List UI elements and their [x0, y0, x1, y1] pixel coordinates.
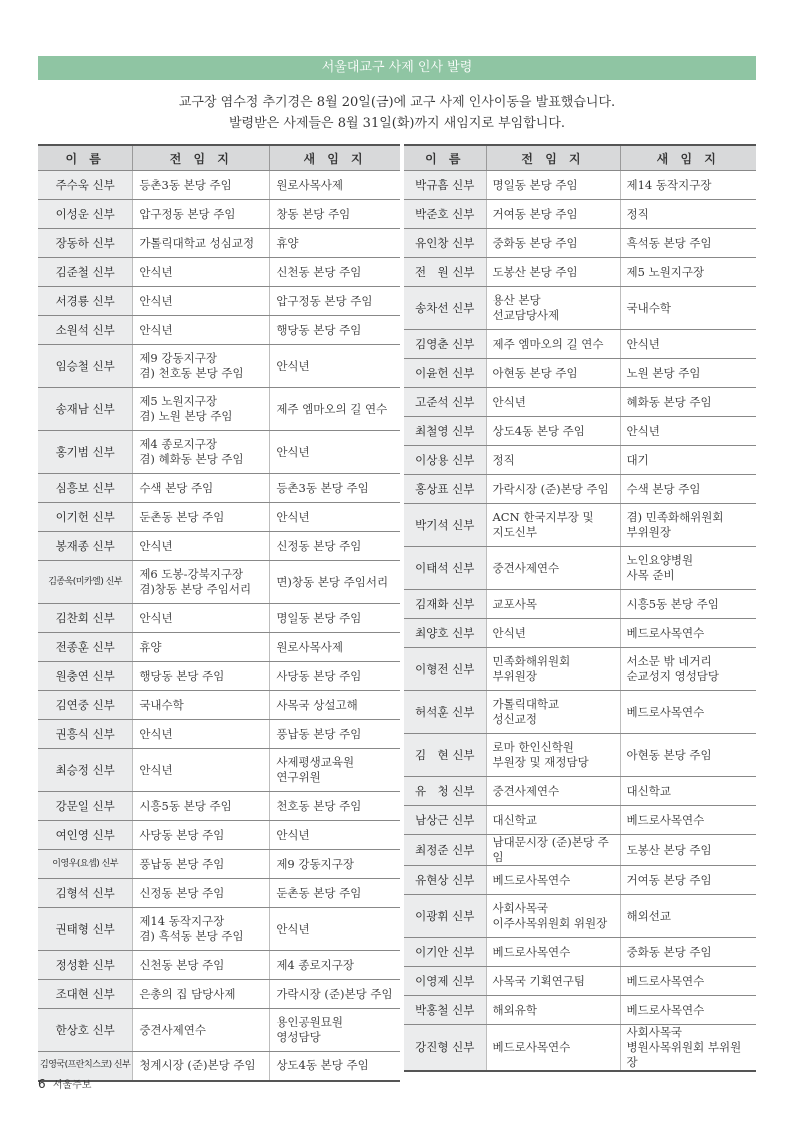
- new-post: 사당동 본당 주임: [270, 662, 400, 691]
- new-post: 서소문 밖 네거리 순교성지 영성담당: [620, 648, 756, 691]
- priest-name: 김찬회 신부: [38, 604, 133, 633]
- new-post: 거여동 본당 주임: [620, 866, 756, 895]
- table-row: [38, 229, 400, 258]
- new-post: 베드로사목연수: [620, 996, 756, 1025]
- intro-line-1: 교구장 염수정 추기경은 8월 20일(금)에 교구 사제 인사이동을 발표했습니다.: [178, 95, 616, 110]
- previous-post: 대신학교: [486, 806, 620, 835]
- table-row: [404, 777, 756, 806]
- new-post: 겸) 민족화해위원회 부위원장: [620, 504, 756, 547]
- previous-post: 압구정동 본당 주임: [133, 200, 270, 229]
- new-post: 상도4동 본당 주임: [270, 1052, 400, 1081]
- table-row: [38, 171, 400, 200]
- new-post: 압구정동 본당 주임: [270, 287, 400, 316]
- table-row: [38, 200, 400, 229]
- new-post: 수색 본당 주임: [620, 475, 756, 504]
- new-post: 신정동 본당 주임: [270, 532, 400, 561]
- priest-name: 송차선 신부: [404, 287, 486, 330]
- previous-post: 중견사제연수: [486, 547, 620, 590]
- table-row: [38, 980, 400, 1009]
- previous-post: 상도4동 본당 주임: [486, 417, 620, 446]
- table-row: [404, 806, 756, 835]
- previous-post: 신정동 본당 주임: [133, 879, 270, 908]
- previous-post: 안식년: [133, 720, 270, 749]
- table-row: [404, 330, 756, 359]
- intro-text: [0, 92, 794, 134]
- priest-name: 이기헌 신부: [38, 503, 133, 532]
- header-from: 전 임 지: [486, 145, 620, 171]
- header-name: 이 름: [38, 145, 133, 171]
- priest-name: 박홍철 신부: [404, 996, 486, 1025]
- new-post: 제14 동작지구장: [620, 171, 756, 200]
- header-to: 새 임 지: [270, 145, 400, 171]
- previous-post: 제14 동작지구장 겸) 흑석동 본당 주임: [133, 908, 270, 951]
- previous-post: 사목국 기획연구팀: [486, 967, 620, 996]
- new-post: 행당동 본당 주임: [270, 316, 400, 345]
- priest-name: 이태석 신부: [404, 547, 486, 590]
- previous-post: 제5 노원지구장 겸) 노원 본당 주임: [133, 388, 270, 431]
- priest-name: 권태형 신부: [38, 908, 133, 951]
- table-row: [404, 619, 756, 648]
- table-row: [38, 633, 400, 662]
- previous-post: 중화동 본당 주임: [486, 229, 620, 258]
- previous-post: 제4 종로지구장 겸) 혜화동 본당 주임: [133, 431, 270, 474]
- new-post: 혜화동 본당 주임: [620, 388, 756, 417]
- previous-post: 거여동 본당 주임: [486, 200, 620, 229]
- priest-name: 남상근 신부: [404, 806, 486, 835]
- table-row: [404, 996, 756, 1025]
- priest-name: 이영우(요셉) 신부: [38, 850, 133, 879]
- priest-name: 임승철 신부: [38, 345, 133, 388]
- previous-post: 시흥5동 본당 주임: [133, 792, 270, 821]
- previous-post: 휴양: [133, 633, 270, 662]
- priest-name: 권흥식 신부: [38, 720, 133, 749]
- new-post: 안식년: [270, 431, 400, 474]
- table-row: [404, 895, 756, 938]
- previous-post: 안식년: [133, 532, 270, 561]
- previous-post: 풍납동 본당 주임: [133, 850, 270, 879]
- appointments-table-right: [404, 144, 756, 1072]
- table-row: [38, 662, 400, 691]
- table-row: [404, 171, 756, 200]
- priest-name: 유인창 신부: [404, 229, 486, 258]
- previous-post: 용산 본당 선교담당사제: [486, 287, 620, 330]
- previous-post: 가톨릭대학교 성심교정: [133, 229, 270, 258]
- new-post: 안식년: [620, 330, 756, 359]
- publication-name: 서울주보: [52, 1080, 92, 1091]
- previous-post: 아현동 본당 주임: [486, 359, 620, 388]
- priest-name: 이상용 신부: [404, 446, 486, 475]
- header-to: 새 임 지: [620, 145, 756, 171]
- new-post: 천호동 본당 주임: [270, 792, 400, 821]
- previous-post: 가락시장 (준)본당 주임: [486, 475, 620, 504]
- priest-name: 김 현 신부: [404, 734, 486, 777]
- table-row: [404, 200, 756, 229]
- previous-post: 가톨릭대학교 성신교정: [486, 691, 620, 734]
- previous-post: 안식년: [486, 388, 620, 417]
- table-row: [38, 287, 400, 316]
- section-banner: 서울대교구 사제 인사 발령: [38, 56, 756, 80]
- page-number: 6: [38, 1077, 46, 1091]
- new-post: 둔촌동 본당 주임: [270, 879, 400, 908]
- priest-name: 이기안 신부: [404, 938, 486, 967]
- previous-post: 남대문시장 (준)본당 주임: [486, 835, 620, 866]
- table-row: [404, 417, 756, 446]
- new-post: 대신학교: [620, 777, 756, 806]
- priest-name: 홍기범 신부: [38, 431, 133, 474]
- priest-name: 이형전 신부: [404, 648, 486, 691]
- previous-post: 베드로사목연수: [486, 866, 620, 895]
- previous-post: 안식년: [133, 604, 270, 633]
- previous-post: 베드로사목연수: [486, 1025, 620, 1072]
- table-row: [38, 1009, 400, 1052]
- new-post: 안식년: [270, 821, 400, 850]
- new-post: 노원 본당 주임: [620, 359, 756, 388]
- new-post: 제주 엠마오의 길 연수: [270, 388, 400, 431]
- table-row: [404, 691, 756, 734]
- new-post: 신천동 본당 주임: [270, 258, 400, 287]
- new-post: 흑석동 본당 주임: [620, 229, 756, 258]
- previous-post: 명일동 본당 주임: [486, 171, 620, 200]
- table-row: [38, 474, 400, 503]
- previous-post: 등촌3동 본당 주임: [133, 171, 270, 200]
- previous-post: 은총의 집 담당사제: [133, 980, 270, 1009]
- new-post: 베드로사목연수: [620, 691, 756, 734]
- priest-name: 허석훈 신부: [404, 691, 486, 734]
- header-from: 전 임 지: [133, 145, 270, 171]
- priest-name: 강진형 신부: [404, 1025, 486, 1072]
- priest-name: 최양호 신부: [404, 619, 486, 648]
- table-body-right: [404, 171, 756, 1072]
- priest-name: 한상호 신부: [38, 1009, 133, 1052]
- priest-name: 최철영 신부: [404, 417, 486, 446]
- table-row: [38, 561, 400, 604]
- new-post: 사회사목국 병원사목위원회 부위원장: [620, 1025, 756, 1072]
- table-row: [404, 590, 756, 619]
- new-post: 정직: [620, 200, 756, 229]
- appointments-table-left: [38, 144, 400, 1082]
- table-row: [38, 503, 400, 532]
- previous-post: 안식년: [133, 287, 270, 316]
- priest-name: 고준석 신부: [404, 388, 486, 417]
- priest-name: 김준철 신부: [38, 258, 133, 287]
- page-footer: [38, 1076, 91, 1091]
- table-row: [404, 1025, 756, 1072]
- new-post: 베드로사목연수: [620, 806, 756, 835]
- new-post: 용인공원묘원 영성담당: [270, 1009, 400, 1052]
- previous-post: 국내수학: [133, 691, 270, 720]
- previous-post: 안식년: [486, 619, 620, 648]
- table-row: [38, 532, 400, 561]
- table-row: [404, 504, 756, 547]
- previous-post: 제주 엠마오의 길 연수: [486, 330, 620, 359]
- priest-name: 강문일 신부: [38, 792, 133, 821]
- priest-name: 김재화 신부: [404, 590, 486, 619]
- new-post: 안식년: [270, 908, 400, 951]
- new-post: 시흥5동 본당 주임: [620, 590, 756, 619]
- priest-name: 원충연 신부: [38, 662, 133, 691]
- priest-name: 조대현 신부: [38, 980, 133, 1009]
- priest-name: 김영국(프란치스코) 신부: [38, 1052, 133, 1081]
- previous-post: 제6 도봉-강북지구장 겸)창동 본당 주임서리: [133, 561, 270, 604]
- new-post: 제5 노원지구장: [620, 258, 756, 287]
- previous-post: 행당동 본당 주임: [133, 662, 270, 691]
- priest-name: 김형석 신부: [38, 879, 133, 908]
- priest-name: 김영춘 신부: [404, 330, 486, 359]
- table-row: [38, 1052, 400, 1081]
- new-post: 휴양: [270, 229, 400, 258]
- priest-name: 정성환 신부: [38, 951, 133, 980]
- new-post: 면)창동 본당 주임서리: [270, 561, 400, 604]
- table-row: [38, 258, 400, 287]
- new-post: 안식년: [620, 417, 756, 446]
- new-post: 해외선교: [620, 895, 756, 938]
- previous-post: 청계시장 (준)본당 주임: [133, 1052, 270, 1081]
- new-post: 안식년: [270, 345, 400, 388]
- table-row: [38, 388, 400, 431]
- priest-name: 서경룡 신부: [38, 287, 133, 316]
- previous-post: 중견사제연수: [133, 1009, 270, 1052]
- priest-name: 박규흠 신부: [404, 171, 486, 200]
- priest-name: 유현상 신부: [404, 866, 486, 895]
- new-post: 사목국 상설고해: [270, 691, 400, 720]
- priest-name: 김종욱(미카엘) 신부: [38, 561, 133, 604]
- table-row: [38, 908, 400, 951]
- table-row: [38, 792, 400, 821]
- table-row: [404, 388, 756, 417]
- table-row: [404, 287, 756, 330]
- previous-post: 안식년: [133, 749, 270, 792]
- table-row: [404, 359, 756, 388]
- priest-name: 봉재종 신부: [38, 532, 133, 561]
- table-row: [404, 835, 756, 866]
- table-row: [38, 749, 400, 792]
- previous-post: 해외유학: [486, 996, 620, 1025]
- new-post: 안식년: [270, 503, 400, 532]
- priest-name: 박기석 신부: [404, 504, 486, 547]
- table-header-row: [38, 145, 400, 171]
- previous-post: 안식년: [133, 258, 270, 287]
- previous-post: 베드로사목연수: [486, 938, 620, 967]
- previous-post: 정직: [486, 446, 620, 475]
- priest-name: 여인영 신부: [38, 821, 133, 850]
- priest-name: 박준호 신부: [404, 200, 486, 229]
- table-row: [404, 938, 756, 967]
- new-post: 원로사목사제: [270, 171, 400, 200]
- priest-name: 김연중 신부: [38, 691, 133, 720]
- previous-post: 신천동 본당 주임: [133, 951, 270, 980]
- intro-line-2: 발령받은 사제들은 8월 31일(화)까지 새임지로 부임합니다.: [228, 116, 566, 131]
- new-post: 창동 본당 주임: [270, 200, 400, 229]
- priest-name: 장동하 신부: [38, 229, 133, 258]
- priest-name: 이성운 신부: [38, 200, 133, 229]
- previous-post: 제9 강동지구장 겸) 천호동 본당 주임: [133, 345, 270, 388]
- table-row: [38, 431, 400, 474]
- priest-name: 유 청 신부: [404, 777, 486, 806]
- table-row: [38, 821, 400, 850]
- previous-post: 둔촌동 본당 주임: [133, 503, 270, 532]
- new-post: 베드로사목연수: [620, 967, 756, 996]
- table-row: [38, 691, 400, 720]
- previous-post: 사회사목국 이주사목위원회 위원장: [486, 895, 620, 938]
- priest-name: 최정준 신부: [404, 835, 486, 866]
- new-post: 명일동 본당 주임: [270, 604, 400, 633]
- priest-name: 주수욱 신부: [38, 171, 133, 200]
- table-row: [404, 547, 756, 590]
- new-post: 원로사목사제: [270, 633, 400, 662]
- new-post: 제4 종로지구장: [270, 951, 400, 980]
- table-row: [38, 850, 400, 879]
- table-row: [38, 316, 400, 345]
- new-post: 노인요양병원 사목 준비: [620, 547, 756, 590]
- table-row: [404, 258, 756, 287]
- table-row: [38, 879, 400, 908]
- new-post: 도봉산 본당 주임: [620, 835, 756, 866]
- priest-name: 이영제 신부: [404, 967, 486, 996]
- table-row: [404, 229, 756, 258]
- new-post: 사제평생교육원 연구위원: [270, 749, 400, 792]
- table-header-row: [404, 145, 756, 171]
- priest-name: 전종훈 신부: [38, 633, 133, 662]
- priest-name: 송재남 신부: [38, 388, 133, 431]
- previous-post: 안식년: [133, 316, 270, 345]
- new-post: 베드로사목연수: [620, 619, 756, 648]
- new-post: 가락시장 (준)본당 주임: [270, 980, 400, 1009]
- new-post: 국내수학: [620, 287, 756, 330]
- table-row: [404, 648, 756, 691]
- table-row: [38, 604, 400, 633]
- new-post: 대기: [620, 446, 756, 475]
- new-post: 아현동 본당 주임: [620, 734, 756, 777]
- priest-name: 이윤헌 신부: [404, 359, 486, 388]
- priest-name: 최승정 신부: [38, 749, 133, 792]
- new-post: 제9 강동지구장: [270, 850, 400, 879]
- new-post: 등촌3동 본당 주임: [270, 474, 400, 503]
- table-row: [38, 345, 400, 388]
- previous-post: 도봉산 본당 주임: [486, 258, 620, 287]
- previous-post: 교포사목: [486, 590, 620, 619]
- table-row: [38, 951, 400, 980]
- previous-post: 민족화해위원회 부위원장: [486, 648, 620, 691]
- priest-name: 소원석 신부: [38, 316, 133, 345]
- table-row: [404, 734, 756, 777]
- previous-post: 중견사제연수: [486, 777, 620, 806]
- table-row: [38, 720, 400, 749]
- new-post: 중화동 본당 주임: [620, 938, 756, 967]
- priest-name: 심흥보 신부: [38, 474, 133, 503]
- new-post: 풍납동 본당 주임: [270, 720, 400, 749]
- table-row: [404, 475, 756, 504]
- previous-post: 로마 한인신학원 부원장 및 재정담당: [486, 734, 620, 777]
- priest-name: 홍상표 신부: [404, 475, 486, 504]
- previous-post: ACN 한국지부장 및 지도신부: [486, 504, 620, 547]
- previous-post: 수색 본당 주임: [133, 474, 270, 503]
- table-body-left: [38, 171, 400, 1081]
- priest-name: 전 원 신부: [404, 258, 486, 287]
- table-row: [404, 446, 756, 475]
- priest-name: 이광휘 신부: [404, 895, 486, 938]
- header-name: 이 름: [404, 145, 486, 171]
- previous-post: 사당동 본당 주임: [133, 821, 270, 850]
- table-row: [404, 967, 756, 996]
- table-row: [404, 866, 756, 895]
